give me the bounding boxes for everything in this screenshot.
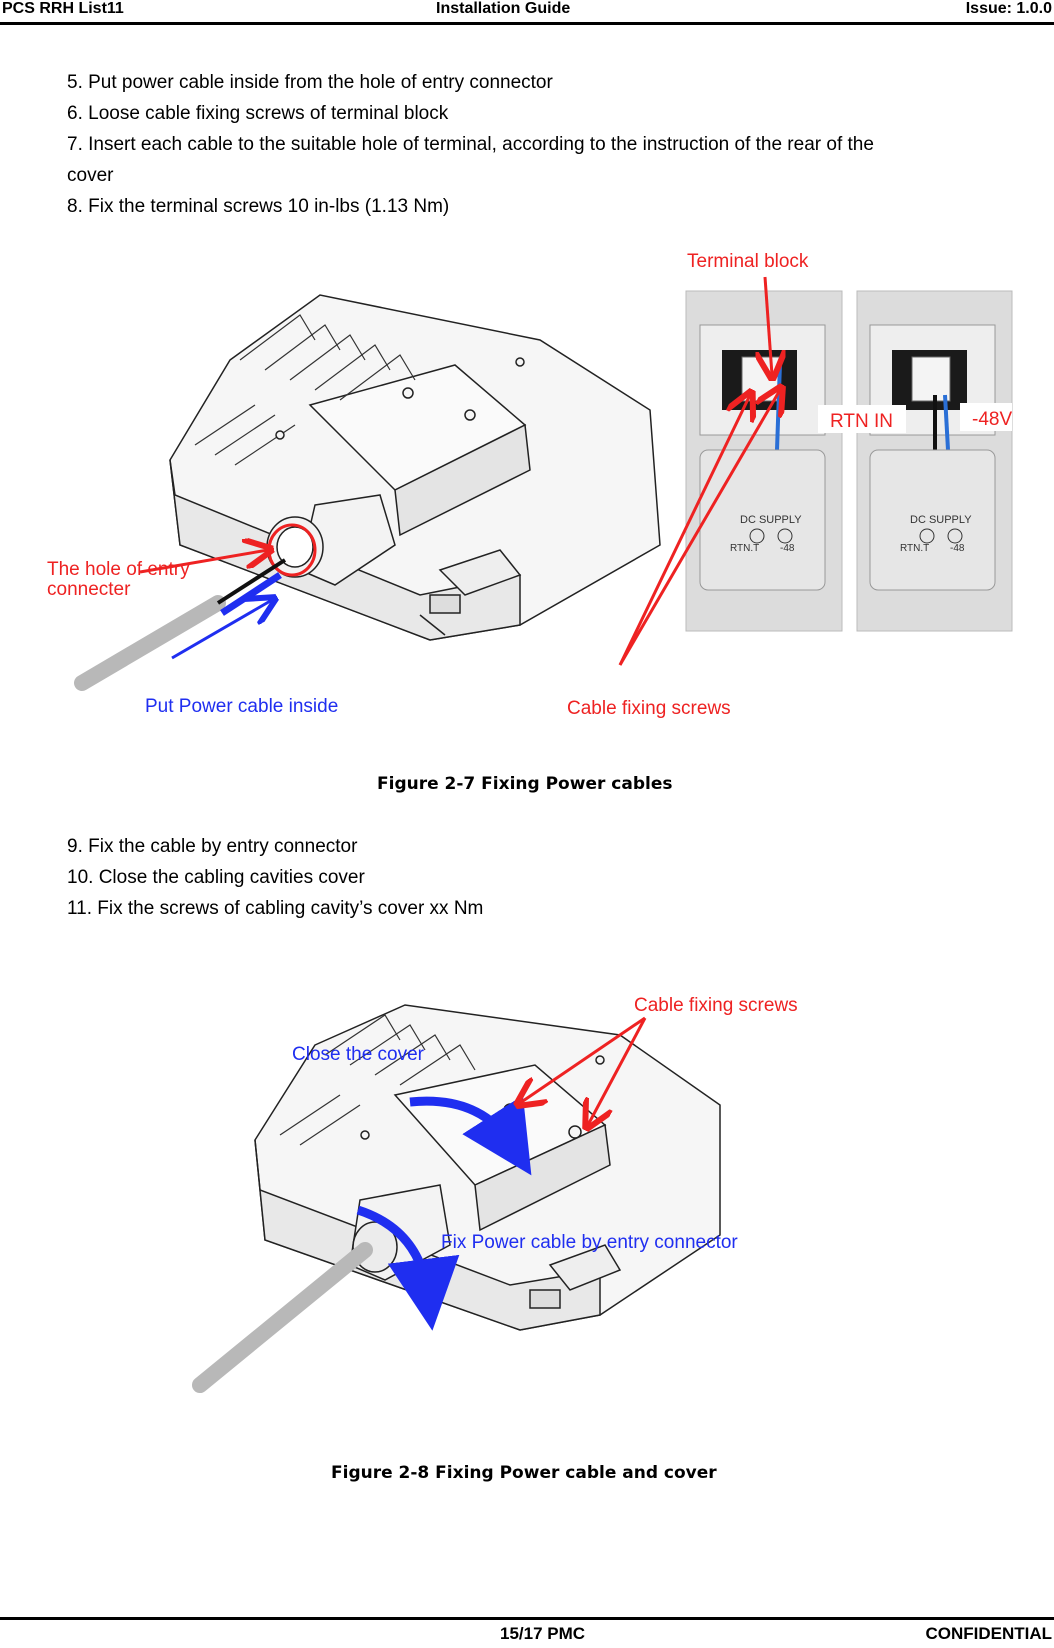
figure-2-7-caption: Figure 2-7 Fixing Power cables — [377, 774, 673, 794]
plate-title-left: DC SUPPLY — [740, 514, 802, 526]
step-10: 10. Close the cabling cavities cover — [67, 867, 365, 888]
label-minus48v: -48V — [972, 409, 1013, 430]
plate-48-left: -48 — [780, 543, 795, 554]
footer-page-number: 15/17 PMC — [500, 1624, 586, 1643]
plate-rtn-left: RTN.T — [730, 543, 760, 554]
plate-rtn-right: RTN.T — [900, 543, 930, 554]
step-6: 6. Loose cable fixing screws of terminal block — [67, 103, 449, 124]
terminal-photo-right — [857, 291, 1012, 631]
figure-2-7 — [0, 245, 1054, 735]
label-hole-line2: connecter — [47, 579, 131, 600]
header-doc-id: PCS RRH List11 — [2, 0, 124, 17]
plate-48-right: -48 — [950, 543, 965, 554]
step-7: 7. Insert each cable to the suitable hole of terminal, according to the instruction of the rear of the — [67, 134, 874, 155]
plate-title-right: DC SUPPLY — [910, 514, 972, 526]
header-title: Installation Guide — [436, 0, 571, 17]
step-11: 11. Fix the screws of cabling cavity’s cover xx Nm — [67, 898, 484, 919]
step-7-cont: cover — [67, 165, 114, 186]
label-fixing-screws: Cable fixing screws — [567, 698, 731, 719]
step-5: 5. Put power cable inside from the hole of entry connector — [67, 72, 553, 93]
label-rtn-in: RTN IN — [830, 411, 893, 432]
power-cable-2 — [200, 1250, 365, 1385]
figure-2-8-caption: Figure 2-8 Fixing Power cable and cover — [331, 1463, 717, 1483]
label-close-cover: Close the cover — [292, 1044, 425, 1065]
label-terminal-block: Terminal block — [687, 251, 809, 272]
label-fix-cable: Fix Power cable by entry connector — [441, 1232, 738, 1253]
label-put-cable: Put Power cable inside — [145, 696, 339, 717]
footer-confidential: CONFIDENTIAL — [925, 1624, 1052, 1643]
page-header — [0, 0, 1054, 25]
page-footer — [0, 1617, 1054, 1648]
label-hole-line1: The hole of entry — [47, 559, 190, 580]
step-8: 8. Fix the terminal screws 10 in-lbs (1.13 Nm) — [67, 196, 450, 217]
header-issue: Issue: 1.0.0 — [965, 0, 1052, 17]
step-9: 9. Fix the cable by entry connector — [67, 836, 358, 857]
figure-2-8 — [0, 985, 1054, 1415]
label-fixing-screws-2: Cable fixing screws — [634, 995, 798, 1016]
terminal-photo-left — [686, 291, 842, 631]
